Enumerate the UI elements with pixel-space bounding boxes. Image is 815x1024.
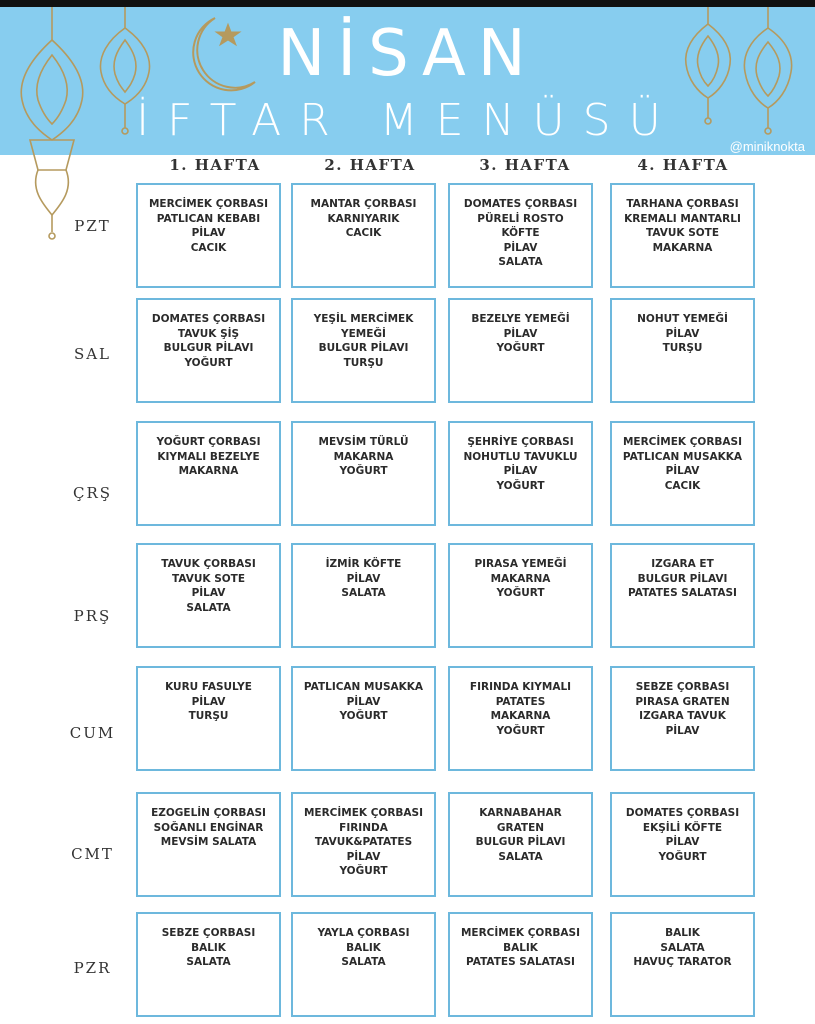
menu-item: BALIK <box>191 941 226 954</box>
menu-cell <box>136 912 281 1017</box>
menu-item: PİLAV <box>503 327 538 340</box>
menu-item: SEBZE ÇORBASI <box>161 927 256 939</box>
menu-item: PATLICAN MUSAKKA <box>622 450 743 463</box>
menu-item: PİLAV <box>346 572 381 585</box>
menu-item: IZGARA ET <box>651 558 714 570</box>
menu-item: YEMEĞİ <box>341 327 386 340</box>
menu-item: PİLAV <box>665 724 700 737</box>
menu-item: YEŞİL MERCİMEK <box>313 313 414 325</box>
menu-item: ŞEHRİYE ÇORBASI <box>467 436 574 448</box>
menu-item: PATLICAN MUSAKKA <box>303 681 424 693</box>
menu-item: SALATA <box>660 941 705 954</box>
day-label-crs: ÇRŞ <box>72 484 113 502</box>
menu-item: PİLAV <box>665 327 700 340</box>
author-handle: @miniknokta <box>729 139 805 154</box>
menu-item: YAYLA ÇORBASI <box>317 927 410 939</box>
menu-item: HAVUÇ TARATOR <box>633 956 732 968</box>
menu-item: KIYMALI BEZELYE <box>157 450 260 463</box>
week-header-2: 2. HAFTA <box>324 156 416 174</box>
menu-cell <box>448 421 593 526</box>
menu-item: YOĞURT ÇORBASI <box>156 436 261 448</box>
menu-item: MERCİMEK ÇORBASI <box>460 927 581 939</box>
day-label-pzt: PZT <box>74 217 111 235</box>
menu-cell <box>291 666 436 771</box>
menu-item: PİLAV <box>503 465 538 477</box>
menu-item: EZOGELİN ÇORBASI <box>151 807 266 819</box>
menu-item: MERCİMEK ÇORBASI <box>622 436 743 448</box>
menu-item: KURU FASULYE <box>165 681 252 693</box>
menu-item: MEVSİM TÜRLÜ <box>318 436 409 448</box>
menu-item: PIRASA GRATEN <box>635 695 730 708</box>
menu-cell <box>291 912 436 1017</box>
lantern-icon <box>744 7 791 134</box>
menu-item: YOĞURT <box>658 850 707 863</box>
menu-cell <box>291 421 436 526</box>
menu-cell <box>610 666 755 771</box>
menu-item: BALIK <box>503 941 538 954</box>
menu-item: MERCİMEK ÇORBASI <box>303 807 424 819</box>
menu-item: SALATA <box>186 601 231 614</box>
menu-cell <box>291 543 436 648</box>
menu-item: PİLAV <box>191 695 226 708</box>
menu-item: TURŞU <box>188 710 229 722</box>
menu-item: IZGARA TAVUK <box>639 710 726 722</box>
menu-item: NOHUT YEMEĞİ <box>637 313 728 325</box>
menu-item: BULGUR PİLAVI <box>637 572 728 585</box>
week-header-3: 3. HAFTA <box>479 156 571 174</box>
menu-item: YOĞURT <box>339 710 388 722</box>
menu-item: MERCİMEK ÇORBASI <box>148 198 269 210</box>
menu-item: MANTAR ÇORBASI <box>310 198 417 210</box>
menu-item: FIRINDA <box>339 821 388 834</box>
menu-item: BEZELYE YEMEĞİ <box>471 313 570 325</box>
menu-cell <box>136 421 281 526</box>
day-label-pzr: PZR <box>73 959 112 977</box>
menu-item: SOĞANLI ENGİNAR <box>153 821 264 834</box>
menu-item: MAKARNA <box>490 710 551 722</box>
crescent-moon-icon <box>193 18 255 90</box>
menu-item: BULGUR PİLAVI <box>163 342 254 354</box>
day-label-sal: SAL <box>73 345 112 363</box>
menu-item: TAVUK SOTE <box>171 572 246 585</box>
menu-item: KARNABAHAR <box>479 807 562 819</box>
menu-item: DOMATES ÇORBASI <box>151 313 266 325</box>
menu-cell <box>610 421 755 526</box>
day-label-prs: PRŞ <box>73 607 112 625</box>
menu-cell <box>448 792 593 897</box>
menu-item: PATATES <box>495 695 546 708</box>
menu-item: MAKARNA <box>652 241 713 254</box>
menu-item: CACIK <box>345 227 382 239</box>
menu-item: KÖFTE <box>501 227 540 239</box>
menu-item: YOĞURT <box>496 724 545 737</box>
menu-item: YOĞURT <box>339 865 388 877</box>
menu-item: MAKARNA <box>490 572 551 585</box>
star-icon <box>216 24 240 45</box>
menu-item: BALIK <box>665 927 700 939</box>
menu-item: GRATEN <box>496 821 545 834</box>
menu-cell <box>610 543 755 648</box>
menu-cell <box>448 666 593 771</box>
menu-item: SALATA <box>498 256 543 268</box>
menu-item: PIRASA YEMEĞİ <box>474 558 567 570</box>
menu-item: YOĞURT <box>496 342 545 354</box>
menu-item: TURŞU <box>662 342 703 354</box>
menu-item: PÜRELİ ROSTO <box>477 212 564 225</box>
menu-item: FIRINDA KIYMALI <box>469 681 572 693</box>
menu-item: SALATA <box>186 956 231 968</box>
menu-cell <box>448 543 593 648</box>
day-label-cum: CUM <box>69 724 116 742</box>
menu-cell <box>136 792 281 897</box>
menu-item: YOĞURT <box>184 356 233 369</box>
menu-item: BULGUR PİLAVI <box>475 836 566 848</box>
menu-cell <box>448 912 593 1017</box>
menu-item: SALATA <box>498 850 543 863</box>
menu-item: PİLAV <box>346 850 381 863</box>
menu-item: PATATES SALATASI <box>466 956 575 968</box>
menu-item: TAVUK ÇORBASI <box>161 558 256 570</box>
menu-item: KARNIYARIK <box>327 212 400 225</box>
lantern-icon <box>686 7 731 124</box>
page-subtitle: İFTAR MENÜSÜ <box>136 95 679 146</box>
menu-item: YOĞURT <box>496 587 545 599</box>
menu-item: PİLAV <box>665 836 700 848</box>
menu-cell <box>610 912 755 1017</box>
menu-item: CACIK <box>190 241 227 254</box>
week-header-1: 1. HAFTA <box>169 156 261 174</box>
menu-cell <box>136 183 281 288</box>
menu-item: BULGUR PİLAVI <box>318 342 409 354</box>
menu-item: CACIK <box>664 479 701 492</box>
menu-cell <box>136 666 281 771</box>
menu-item: YOĞURT <box>496 479 545 492</box>
menu-item: SALATA <box>341 956 386 968</box>
menu-item: PİLAV <box>191 227 226 239</box>
menu-cell <box>610 792 755 897</box>
lantern-icon <box>21 7 83 239</box>
menu-item: TAVUK SOTE <box>645 227 720 239</box>
menu-item: MAKARNA <box>178 465 239 477</box>
menu-item: NOHUTLU TAVUKLU <box>463 450 578 463</box>
menu-item: PİLAV <box>503 241 538 254</box>
menu-item: PİLAV <box>665 465 700 477</box>
menu-cell <box>610 298 755 403</box>
menu-item: PİLAV <box>191 587 226 599</box>
menu-cell <box>136 543 281 648</box>
week-header-4: 4. HAFTA <box>637 156 729 174</box>
menu-item: DOMATES ÇORBASI <box>625 807 740 819</box>
menu-item: MAKARNA <box>333 450 394 463</box>
menu-item: İZMİR KÖFTE <box>325 558 402 570</box>
menu-item: PATATES SALATASI <box>628 587 737 599</box>
menu-cell <box>448 183 593 288</box>
menu-item: TAVUK&PATATES <box>314 836 413 848</box>
menu-item: PATLICAN KEBABI <box>156 212 261 225</box>
day-label-cmt: CMT <box>71 845 114 863</box>
menu-item: BALIK <box>346 941 381 954</box>
menu-cell <box>448 298 593 403</box>
menu-item: SEBZE ÇORBASI <box>635 681 730 693</box>
menu-item: EKŞİLİ KÖFTE <box>642 821 723 834</box>
menu-cell <box>291 792 436 897</box>
menu-item: YOĞURT <box>339 465 388 477</box>
menu-item: DOMATES ÇORBASI <box>463 198 578 210</box>
menu-item: TARHANA ÇORBASI <box>626 198 739 210</box>
menu-cell <box>610 183 755 288</box>
menu-cell <box>136 298 281 403</box>
menu-cell <box>291 183 436 288</box>
menu-item: PİLAV <box>346 695 381 708</box>
menu-item: TAVUK ŞİŞ <box>177 327 240 340</box>
menu-item: MEVSİM SALATA <box>160 836 257 848</box>
menu-item: SALATA <box>341 587 386 599</box>
page-title: NİSAN <box>277 17 538 91</box>
lantern-icon <box>100 7 149 134</box>
menu-cell <box>291 298 436 403</box>
menu-item: KREMALI MANTARLI <box>624 212 741 225</box>
menu-item: TURŞU <box>343 356 384 369</box>
